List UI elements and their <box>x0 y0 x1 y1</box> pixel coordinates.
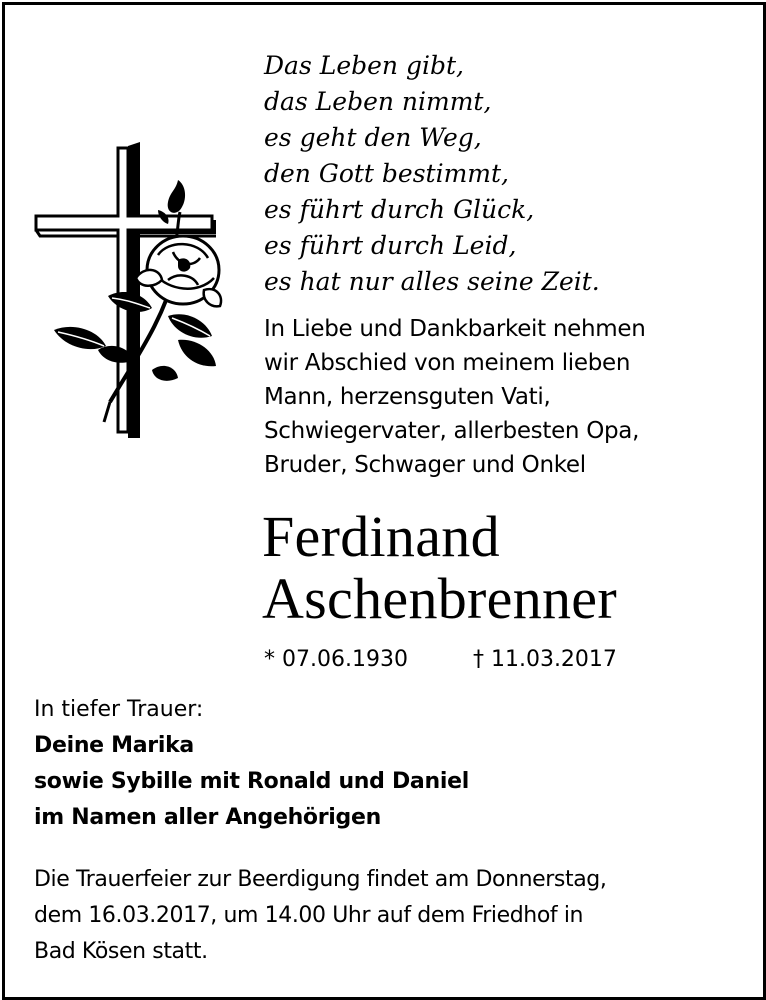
poem-line: es hat nur alles seine Zeit. <box>264 267 600 296</box>
intro-line: wir Abschied von meinem lieben <box>264 350 631 376</box>
cross-with-rose-icon <box>28 140 228 440</box>
poem-line: es führt durch Leid, <box>264 231 517 260</box>
ceremony-line: Bad Kösen statt. <box>34 939 208 964</box>
poem-line: Das Leben gibt, <box>264 51 464 80</box>
deceased-name <box>262 506 617 630</box>
ceremony-info <box>34 862 606 970</box>
deceased-first-name: Ferdinand <box>262 504 500 569</box>
intro-line: Mann, herzensguten Vati, <box>264 384 551 410</box>
life-dates <box>264 645 617 675</box>
intro-line: Schwiegervater, allerbesten Opa, <box>264 418 640 444</box>
poem-line: den Gott bestimmt, <box>264 159 509 188</box>
mourner-name: sowie Sybille mit Ronald und Daniel <box>34 769 469 794</box>
mourners-heading: In tiefer Trauer: <box>34 697 204 722</box>
intro-line: Bruder, Schwager und Onkel <box>264 452 586 478</box>
ceremony-line: Die Trauerfeier zur Beerdigung findet am Donnerstag, <box>34 867 607 892</box>
poem <box>264 48 600 300</box>
deceased-last-name: Aschenbrenner <box>262 566 617 631</box>
death-date: † 11.03.2017 <box>472 647 617 672</box>
poem-line: es geht den Weg, <box>264 123 482 152</box>
poem-line: das Leben nimmt, <box>264 87 492 116</box>
mourner-name: im Namen aller Angehörigen <box>34 805 381 830</box>
mourners-block <box>34 692 469 836</box>
intro-text <box>264 312 646 482</box>
mourner-name: Deine Marika <box>34 733 194 758</box>
intro-line: In Liebe und Dankbarkeit nehmen <box>264 316 646 342</box>
birth-date: * 07.06.1930 <box>264 647 408 672</box>
ceremony-line: dem 16.03.2017, um 14.00 Uhr auf dem Friedhof in <box>34 903 584 928</box>
poem-line: es führt durch Glück, <box>264 195 535 224</box>
